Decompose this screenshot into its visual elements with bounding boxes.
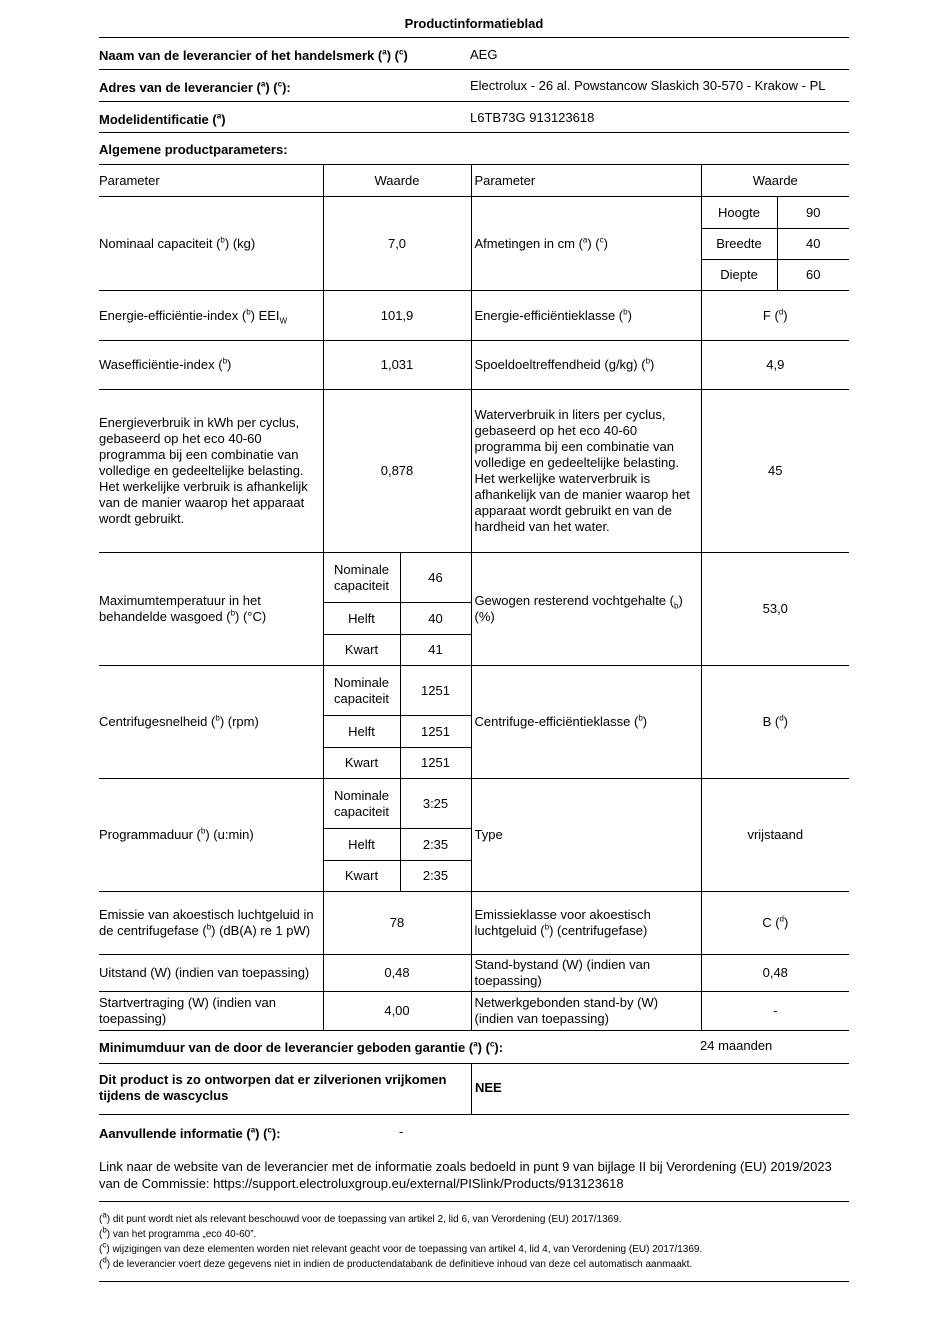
table-row — [99, 197, 849, 229]
spin-load-half: Helft — [323, 716, 400, 748]
page-title: Productinformatieblad — [404, 16, 544, 31]
noise-label-cell: Emissie van akoestisch luchtgeluid in de centrifugefase ($^b$) (dB(A) re 1 pW) — [99, 892, 323, 955]
duration-load-full: Nominale capaciteit — [323, 779, 400, 829]
off-mode-value: 0,48 — [323, 955, 471, 992]
warranty-value: 24 maanden — [700, 1038, 773, 1053]
spin-full-value: 1251 — [400, 666, 471, 716]
standby-value: 0,48 — [701, 955, 849, 992]
spin-class-label-cell: Centrifuge-efficiëntieklasse ($^b$) — [471, 666, 701, 779]
energy-class-label-cell: Energie-efficiëntieklasse ($^b$) — [471, 291, 701, 341]
moisture-value: 53,0 — [701, 553, 849, 666]
wash-efficiency-value: 1,031 — [323, 341, 471, 390]
max-temperature-label-cell: Maximumtemperatuur in het behandelde wasgoed ($^b$) (°C) — [99, 553, 323, 666]
height-value: 90 — [777, 197, 849, 229]
supplier-value: AEG — [470, 47, 498, 62]
water-consumption-label: Waterverbruik in liters per cyclus, gebaseerd op het eco 40-60 programma bij een combinatie van volledige en gedeeltelijke belasting. Het werkelijke waterverbruik is afhankelijk van de manier waarop het apparaat wordt gebruikt en van de hardheid van het water. — [471, 390, 701, 553]
maxtemp-load-quarter: Kwart — [323, 635, 400, 666]
water-consumption-value: 45 — [701, 390, 849, 553]
height-label: Hoogte — [701, 197, 777, 229]
additional-info-label: Aanvullende informatie — [99, 1126, 243, 1141]
noise-class-value-cell: C ($^d$) — [701, 892, 849, 955]
delay-start-value: 4,00 — [323, 992, 471, 1031]
moisture-label-cell: Gewogen resterend vochtgehalte $(_b)$ (%) — [471, 553, 701, 666]
maxtemp-full-value: 46 — [400, 553, 471, 603]
network-standby-label: Netwerkgebonden stand-by (W) (indien van toepassing) — [471, 992, 701, 1031]
spin-load-quarter: Kwart — [323, 748, 400, 779]
noise-value: 78 — [323, 892, 471, 955]
depth-value: 60 — [777, 260, 849, 291]
link-row — [99, 1150, 849, 1202]
spin-speed-label-cell: Centrifugesnelheid ($^b$) (rpm) — [99, 666, 323, 779]
model-label: Modelidentificatie — [99, 112, 209, 127]
header-parameter: Parameter — [99, 165, 323, 197]
table-row — [99, 955, 849, 992]
additional-info-value: - — [399, 1124, 404, 1139]
maxtemp-half-value: 40 — [400, 603, 471, 635]
footnote-c: ($^c$) wijzigingen van deze elementen worden niet relevant geacht voor de toepassing van artikel 4, lid 4, van Verordening (EU) 2017/1369. — [99, 1240, 703, 1255]
header-parameter-2: Parameter — [471, 165, 701, 197]
spin-half-value: 1251 — [400, 716, 471, 748]
address-value: Electrolux - 26 al. Powstancow Slaskich 30-570 - Krakow - PL — [470, 78, 826, 93]
eei-value: 101,9 — [323, 291, 471, 341]
eei-label-cell: Energie-efficiëntie-index ($^b$) $EEI_W$ — [99, 291, 323, 341]
footnote-b: ($^b$) van het programma „eco 40-60”. — [99, 1225, 257, 1240]
table-header-row — [99, 165, 849, 197]
rinse-label-cell: Spoeldoeltreffendheid (g/kg) ($^b$) — [471, 341, 701, 390]
general-parameters-label: Algemene productparameters: — [99, 142, 288, 157]
maxtemp-load-full: Nominale capaciteit — [323, 553, 400, 603]
supplier-website-link-text: Link naar de website van de leverancier met de informatie zoals bedoeld in punt 9 van bijlage II bij Verordening (EU) 2019/2023 van de Commissie: https://support.electroluxgroup.eu/external/PISlink/Products/913123618 — [99, 1159, 832, 1191]
table-row — [99, 666, 849, 716]
warranty-label: Minimumduur van de door de leverancier geboden garantie — [99, 1040, 466, 1055]
maxtemp-quarter-value: 41 — [400, 635, 471, 666]
footnote-d: ($^d$) de leverancier voert deze gegevens niet in indien de productendatabank de definitieve inhoud van deze cel automatisch aanmaakt. — [99, 1255, 693, 1270]
standby-label: Stand-bystand (W) (indien van toepassing) — [471, 955, 701, 992]
silver-ions-label: Dit product is zo ontworpen dat er zilverionen vrijkomen tijdens de wascyclus — [99, 1072, 447, 1103]
table-row — [99, 341, 849, 390]
energy-consumption-value: 0,878 — [323, 390, 471, 553]
depth-label: Diepte — [701, 260, 777, 291]
silver-ions-value: NEE — [475, 1080, 502, 1095]
spin-load-full: Nominale capaciteit — [323, 666, 400, 716]
header-value: Waarde — [323, 165, 471, 197]
table-row — [99, 892, 849, 955]
type-label: Type — [471, 779, 701, 892]
capacity-label-cell: Nominaal capaciteit ($^b$) (kg) — [99, 197, 323, 291]
rinse-value: 4,9 — [701, 341, 849, 390]
maxtemp-load-half: Helft — [323, 603, 400, 635]
header-value-2: Waarde — [701, 165, 849, 197]
table-row — [99, 992, 849, 1031]
duration-quarter-value: 2:35 — [400, 861, 471, 892]
network-standby-value: - — [701, 992, 849, 1031]
duration-load-half: Helft — [323, 829, 400, 861]
model-value: L6TB73G 913123618 — [470, 110, 595, 125]
dimensions-label-cell: Afmetingen in cm ($^a$) ($^c$) — [471, 197, 701, 291]
duration-half-value: 2:35 — [400, 829, 471, 861]
wash-efficiency-label-cell: Wasefficiëntie-index ($^b$) — [99, 341, 323, 390]
silver-ions-row — [99, 1064, 849, 1115]
width-value: 40 — [777, 229, 849, 260]
supplier-row: Naam van de leverancier of het handelsmerk ($^a$) ($^c$) AEG — [99, 38, 849, 70]
warranty-row: Minimumduur van de door de leverancier geboden garantie ($^a$) ($^c$): 24 maanden — [99, 1029, 849, 1064]
address-label: Adres van de leverancier — [99, 80, 253, 95]
capacity-value: 7,0 — [323, 197, 471, 291]
width-label: Breedte — [701, 229, 777, 260]
table-row — [99, 390, 849, 553]
spin-class-value-cell: B ($^d$) — [701, 666, 849, 779]
delay-start-label: Startvertraging (W) (indien van toepassing) — [99, 992, 323, 1031]
silver-ions-divider — [471, 1064, 472, 1114]
duration-full-value: 3:25 — [400, 779, 471, 829]
table-row — [99, 779, 849, 829]
energy-class-value-cell: F ($^d$) — [701, 291, 849, 341]
address-row: Adres van de leverancier ($^a$) ($^c$): Electrolux - 26 al. Powstancow Slaskich 30-570 - Krakow - PL — [99, 70, 849, 102]
off-mode-label: Uitstand (W) (indien van toepassing) — [99, 955, 323, 992]
duration-load-quarter: Kwart — [323, 861, 400, 892]
spin-quarter-value: 1251 — [400, 748, 471, 779]
footnote-a: ($^a$) dit punt wordt niet als relevant beschouwd voor de toepassing van artikel 2, lid 6, van Verordening (EU) 2017/1369. — [99, 1210, 622, 1225]
supplier-label: Naam van de leverancier of het handelsmerk — [99, 48, 375, 63]
duration-label-cell: Programmaduur ($^b$) (u:min) — [99, 779, 323, 892]
table-row — [99, 291, 849, 341]
energy-consumption-label: Energieverbruik in kWh per cyclus, gebaseerd op het eco 40-60 programma bij een combinatie van volledige en gedeeltelijke belasting. Het werkelijke verbruik is afhankelijk van de manier waarop het apparaat wordt gebruikt. — [99, 390, 323, 553]
parameters-table — [99, 164, 849, 1031]
table-row — [99, 553, 849, 603]
footnotes — [99, 1202, 849, 1282]
noise-class-label-cell: Emissieklasse voor akoestisch luchtgeluid ($^b$) (centrifugefase) — [471, 892, 701, 955]
type-value: vrijstaand — [701, 779, 849, 892]
model-row: Modelidentificatie ($^a$) L6TB73G 913123618 — [99, 102, 849, 133]
